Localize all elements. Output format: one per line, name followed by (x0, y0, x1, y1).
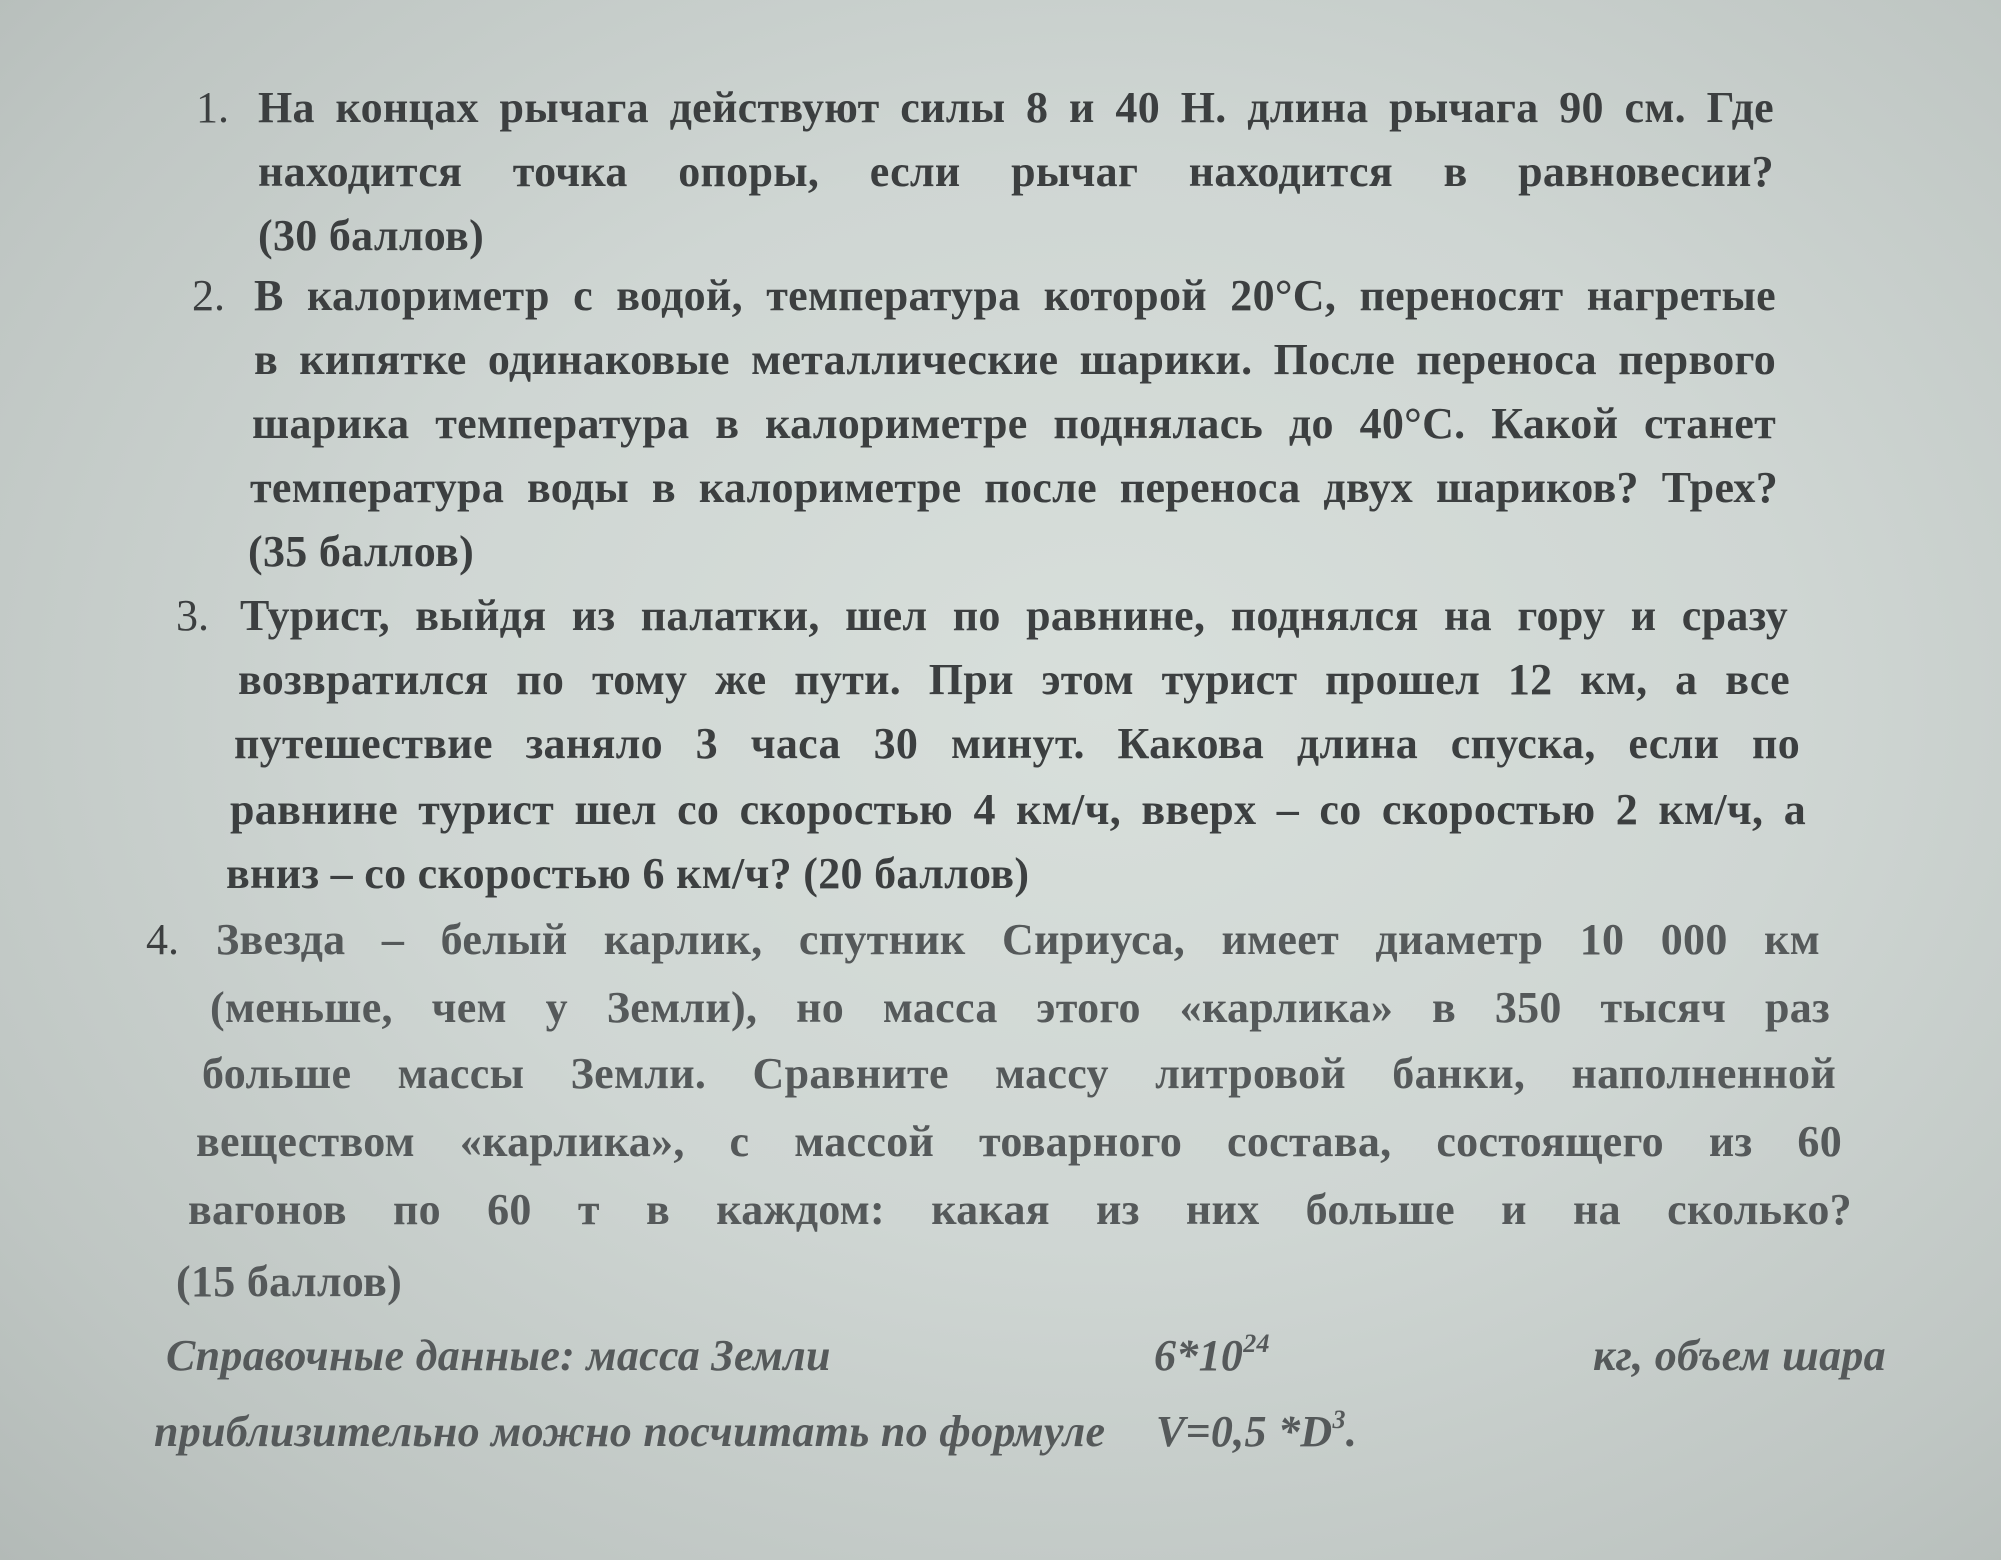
sphere-volume-formula: V=0,5 $*D^3$. (1155, 1405, 1358, 1456)
problem-points: (15 баллов) (176, 1257, 403, 1306)
reference-label: Справочные данные: масса Земли (166, 1331, 831, 1380)
problem-text-line: больше массы Земли. Сравните массу литровой банки, наполненной (202, 1049, 1836, 1098)
problem-text-line: находится точка опоры, если рычаг находится в равновесии? (258, 147, 1774, 196)
problem-text-line: вагонов по 60 т в каждом: какая из них больше и на сколько? (188, 1185, 1852, 1234)
problem-text-line: веществом «карлика», с массой товарного состава, состоящего из 60 (196, 1117, 1842, 1166)
reference-line-2 (154, 1404, 1357, 1460)
problem-text-line: равнине турист шел со скоростью 4 км/ч, вверх – со скоростью 2 км/ч, а (230, 785, 1806, 834)
problem-text-line: в кипятке одинаковые металлические шарики. После переноса первого (254, 335, 1776, 384)
problem-text-line: шарика температура в калориметре поднялась до 40°С. Какой станет (252, 399, 1776, 448)
reference-line-1 (166, 1328, 1886, 1384)
problem-text-line: (меньше, чем у Земли), но масса этого «карлика» в 350 тысяч раз (210, 983, 1830, 1032)
problem-text-line: путешествие заняло 3 часа 30 минут. Какова длина спуска, если по (234, 719, 1800, 768)
reference-text: приблизительно можно посчитать по формуле (154, 1407, 1106, 1456)
problem-points: (35 баллов) (248, 527, 475, 576)
problem-text-line: возвратился по тому же пути. При этом турист прошел 12 км, а все (238, 655, 1790, 704)
problem-text-line: В калориметр с водой, температура которой 20°С, переносят нагретые (254, 271, 1776, 320)
problem-text-line: Турист, выйдя из палатки, шел по равнине, поднялся на гору и сразу (240, 591, 1788, 640)
problem-text-line: На концах рычага действуют силы 8 и 40 Н. длина рычага 90 см. Где (258, 83, 1774, 132)
problem-number: 4. (146, 915, 179, 964)
reference-continuation: кг, объем шара (1592, 1331, 1886, 1380)
earth-mass-value: $6*10^{24}$ (1153, 1329, 1270, 1380)
problem-text-line: Звезда – белый карлик, спутник Сириуса, имеет диаметр 10 000 км (216, 915, 1820, 964)
problem-number: 2. (192, 271, 225, 320)
problem-text-line: температура воды в калориметре после переноса двух шариков? Трех? (250, 463, 1778, 512)
problem-number: 1. (196, 83, 229, 132)
problem-number: 3. (176, 591, 209, 640)
problem-points: (30 баллов) (258, 211, 485, 260)
problem-points: вниз – со скоростью 6 км/ч? (20 баллов) (226, 849, 1030, 898)
